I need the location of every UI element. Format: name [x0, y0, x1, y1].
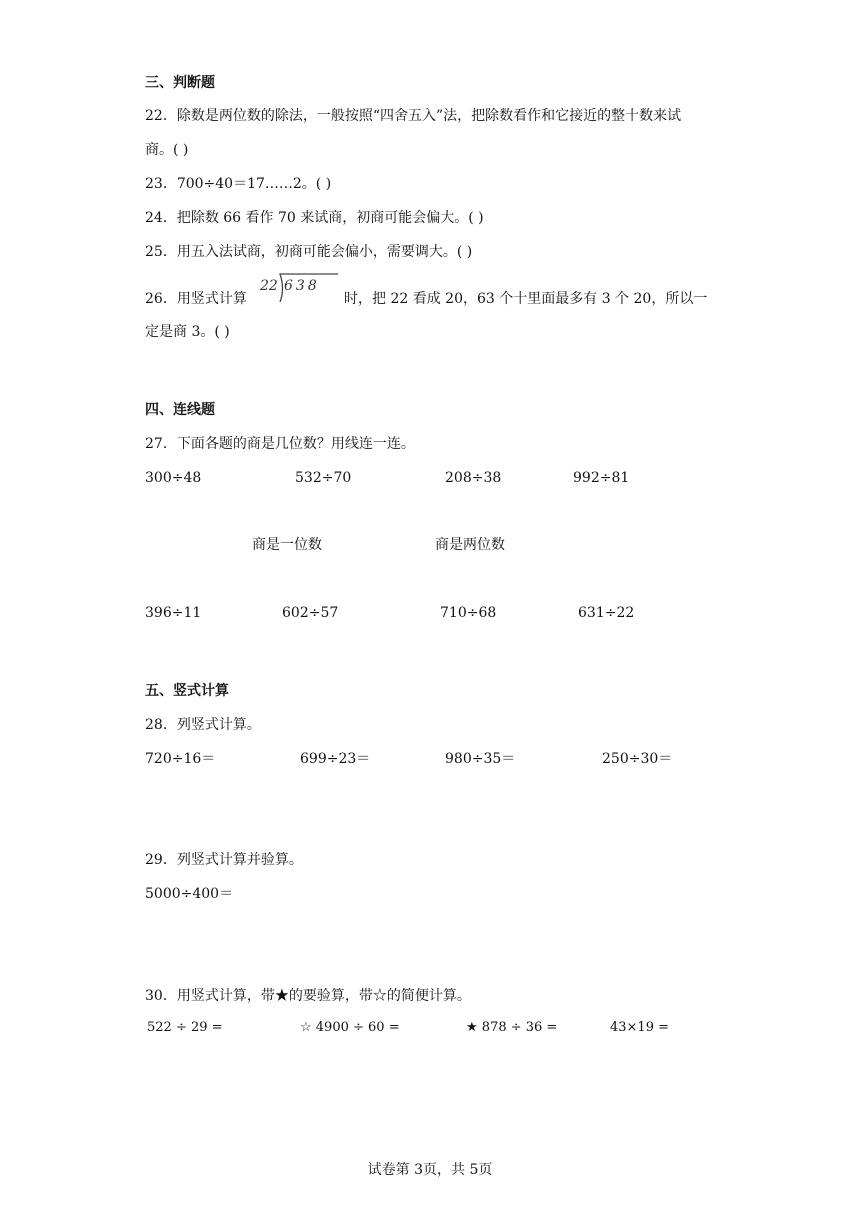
match-middle-item: 商是一位数 — [252, 537, 322, 553]
match-top-item: 300÷48 — [145, 470, 202, 486]
match-bottom-item: 710÷68 — [440, 605, 497, 621]
section-title-judge: 三、判断题 — [145, 75, 215, 91]
q30-item: 522 ÷ 29 = — [147, 1020, 223, 1035]
dividend-value: 638 — [284, 278, 320, 294]
question-23: 23．700÷40＝17……2。( ) — [145, 176, 332, 192]
q29-item: 5000÷400＝ — [145, 886, 234, 902]
question-26-line2: 定是商 3。( ) — [145, 324, 230, 340]
q28-item: 720÷16＝ — [145, 751, 216, 767]
section-title-match: 四、连线题 — [145, 402, 215, 418]
section-title-vertical: 五、竖式计算 — [145, 683, 229, 699]
match-top-item: 208÷38 — [445, 470, 502, 486]
q28-item: 699÷23＝ — [300, 751, 371, 767]
question-22-line1: 22．除数是两位数的除法，一般按照“四舍五入”法，把除数看作和它接近的整十数来试 — [145, 108, 682, 124]
q30-item: ☆ 4900 ÷ 60 = — [300, 1020, 400, 1035]
q28-item: 250÷30＝ — [602, 751, 673, 767]
question-28: 28．列竖式计算。 — [145, 717, 261, 733]
match-bottom-item: 602÷57 — [282, 605, 339, 621]
question-25: 25．用五入法试商，初商可能会偏小，需要调大。( ) — [145, 244, 473, 260]
question-30: 30．用竖式计算，带★的要验算，带☆的简便计算。 — [145, 988, 471, 1004]
match-top-item: 532÷70 — [295, 470, 352, 486]
question-24: 24．把除数 66 看作 70 来试商，初商可能会偏大。( ) — [145, 210, 484, 226]
long-division-figure — [254, 272, 340, 302]
question-26-prefix: 26．用竖式计算 — [145, 291, 247, 307]
match-middle-item: 商是两位数 — [435, 537, 505, 553]
divisor-value: 22 — [260, 278, 278, 294]
question-22-line2: 商。( ) — [145, 142, 189, 158]
q30-item: 43×19 = — [610, 1020, 670, 1035]
question-27: 27．下面各题的商是几位数？用线连一连。 — [145, 436, 415, 452]
match-bottom-item: 631÷22 — [578, 605, 635, 621]
q28-item: 980÷35＝ — [445, 751, 516, 767]
page-footer: 试卷第 3页，共 5页 — [367, 1162, 493, 1178]
match-bottom-item: 396÷11 — [145, 605, 202, 621]
question-26-suffix: 时，把 22 看成 20，63 个十里面最多有 3 个 20，所以一 — [344, 291, 708, 307]
question-29: 29．列竖式计算并验算。 — [145, 852, 303, 868]
match-top-item: 992÷81 — [573, 470, 630, 486]
q30-item: ★ 878 ÷ 36 = — [466, 1020, 558, 1035]
